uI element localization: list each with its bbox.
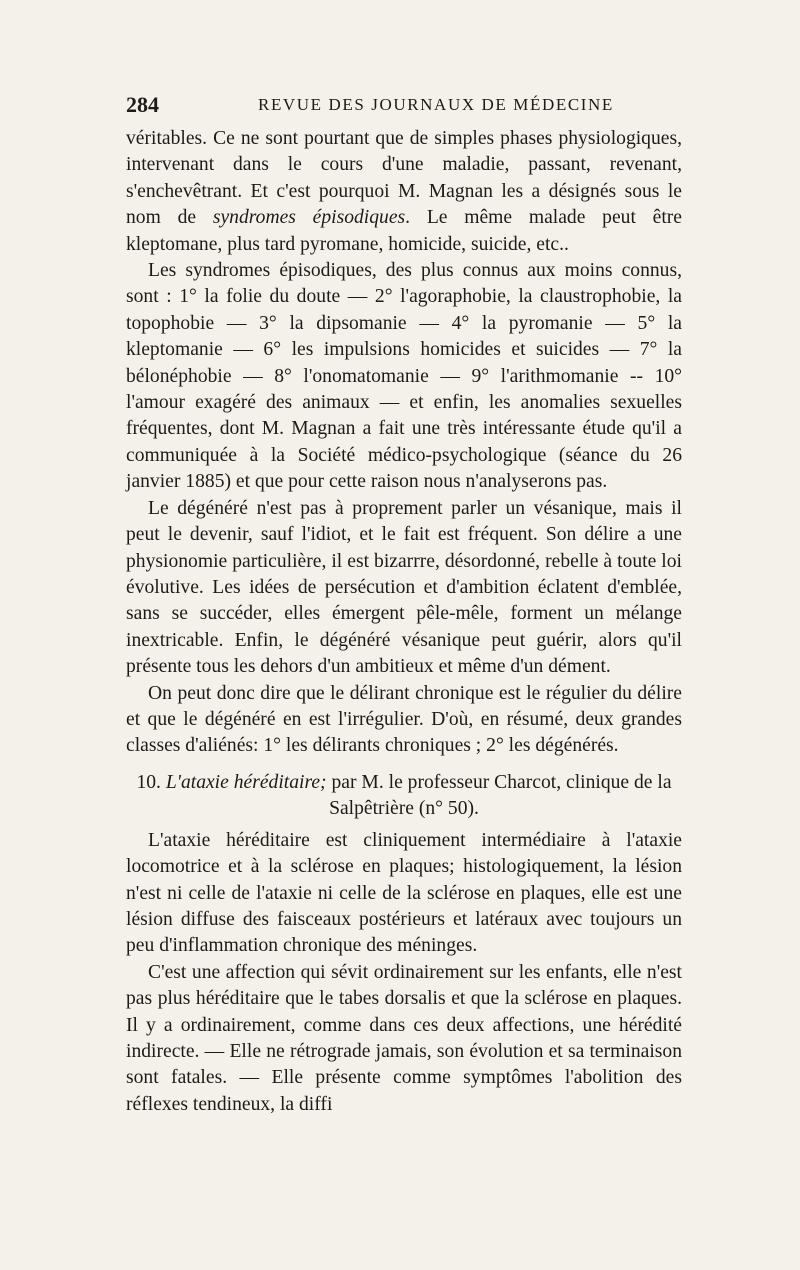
paragraph-syndromes-list: Les syndromes épisodiques, des plus connus aux moins connus, sont : 1° la folie du doute — 2° l'agoraphobie, la claustrophobie, la topophobie — 3° la dipsomanie — 4° la pyromanie — 5° la kleptomanie — 6° les impulsions homicides et suicides — 7° la bélonéphobie — 8° l'onomatomanie — 9° l'arithmomanie -- 10° l'amour exagéré des animaux — et enfin, les anomalies sexuelles fréquentes, dont M. Magnan a fait une très intéressante étude qu'il a communiquée à la Société médico-psychologique (séance du 26 janvier 1885) et que pour cette raison nous n'analyserons pas.: [126, 260, 682, 493]
section-title-italic: L'ataxie héréditaire;: [165, 771, 327, 793]
paragraph-ataxie-symptoms: C'est une affection qui sévit ordinairement sur les enfants, elle n'est pas plus héréditaire que le tabes dorsalis et que la sclérose en plaques. Il y a ordinairement, comme dans ces deux affections, une hérédité indirecte. — Elle ne rétrograde jamais, son évolution et sa terminaison sont fatales. — Elle présente comme symptômes l'abolition des réflexes tendineux, la diffi: [126, 961, 682, 1115]
journal-title: REVUE DES JOURNAUX DE MÉDECINE: [258, 95, 614, 114]
page-body: [126, 126, 682, 1118]
page-number: 284: [126, 92, 159, 117]
paragraph-degenere: Le dégénéré n'est pas à proprement parler un vésanique, mais il peut le devenir, sauf l'idiot, et le fait est fréquent. Son délire a une physionomie particulière, il est bizarrre, désordonné, rebelle à toute loi évolutive. Les idées de persécution et d'ambition éclatent d'emblée, sans se succéder, elles émergent pêle-mêle, forment un mélange inextricable. Enfin, le dégénéré vésanique peut guérir, alors qu'il présente tous les dehors d'un ambitieux et même d'un dément.: [126, 497, 682, 678]
paragraph-ataxie-definition: L'ataxie héréditaire est cliniquement intermédiaire à l'ataxie locomotrice et à la sclérose en plaques; histologiquement, la lésion n'est ni celle de l'ataxie ni celle de la sclérose en plaques, elle est une lésion diffuse des faisceaux postérieurs et latéraux avec toujours un peu d'inflammation chronique des méninges.: [126, 829, 682, 957]
paragraph-resume: On peut donc dire que le délirant chronique est le régulier du délire et que le dégénéré en est l'irrégulier. D'où, en résumé, deux grandes classes d'aliénés: 1° les délirants chroniques ; 2° les dégénérés.: [126, 682, 682, 757]
paragraph-text: véritables. Ce ne sont pourtant que de simples phases physiologiques, intervenant dans le cours d'une maladie, passant, revenant, s'enchevêtrant. Et c'est pourquoi M. Magnan les a désignés sous le nom de: [126, 128, 682, 229]
section-title-rest: par M. le professeur Charcot, clinique de la Salpêtrière (n° 50).: [326, 771, 672, 819]
section-heading-ataxie: [126, 770, 682, 822]
paragraph-syndromes-intro: [126, 126, 682, 258]
section-number: 10.: [136, 771, 161, 793]
paragraph-text: . Le même malade peut être kleptomane, plus tard pyromane, homicide, suicide, etc..: [126, 207, 682, 255]
italic-term: syndromes épisodiques: [212, 207, 406, 229]
running-header: [126, 92, 682, 122]
